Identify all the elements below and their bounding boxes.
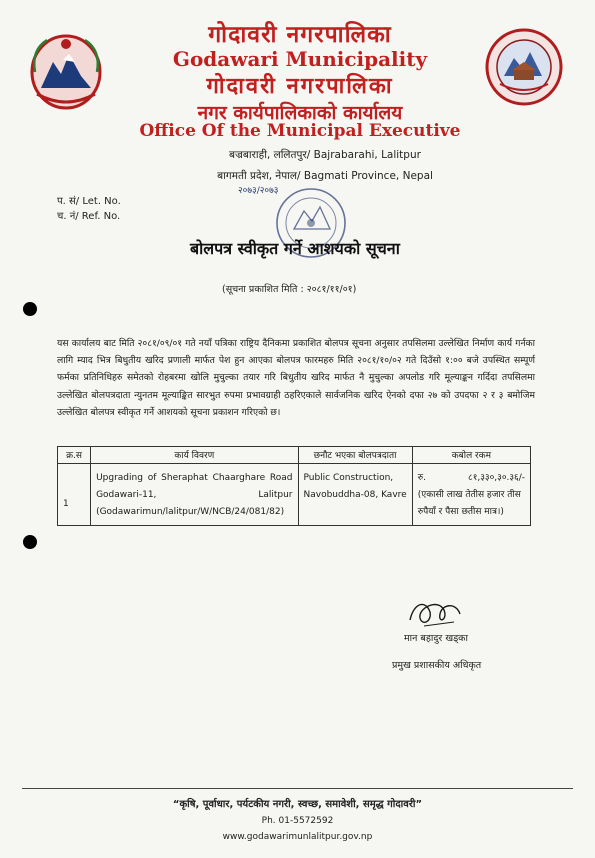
cell-sn: 1 — [58, 464, 91, 526]
office-name-nepali: नगर कार्यपालिकाको कार्यालय — [197, 102, 403, 124]
col-header-amount: कबोल रकम — [412, 447, 530, 464]
address-line-2: बागमती प्रदेश, नेपाल/ Bagmati Province, Nepal — [217, 170, 433, 182]
reference-number-label: च. नं/ Ref. No. — [57, 211, 121, 222]
footer-website: www.godawarimunlalitpur.gov.np — [222, 832, 373, 842]
punch-hole — [23, 535, 37, 549]
col-header-work: कार्य विवरण — [91, 447, 298, 464]
notice-title: बोलपत्र स्वीकृत गर्ने आशयको सूचना — [190, 239, 400, 258]
footer-slogan: “कृषि, पूर्वाधार, पर्यटकीय नगरी, स्वच्छ, समावेशी, समृद्ध गोदावरी” — [172, 799, 423, 810]
signature — [404, 596, 466, 632]
footer-phone: Ph. 01-5572592 — [261, 816, 334, 826]
signatory-name: मान बहादुर खड्का — [404, 633, 468, 644]
cell-work: Upgrading of Sheraphat Chaarghare Road Godawari-11, Lalitpur (Godawarimun/lalitpur/W/NCB/24/081/82) — [91, 464, 298, 526]
bid-table — [57, 446, 531, 526]
cell-bidder: Public Construction, Navobuddha-08, Kavre — [298, 464, 412, 526]
amount-words: (एकासी लाख तेतीस हजार तीस रुपैयाँ र पैसा छतीस मात्र।) — [417, 490, 521, 517]
stamp-date: २०७३/२०७३ — [238, 186, 279, 196]
col-header-bidder: छनौट भएका बोलपत्रदाता — [298, 447, 412, 464]
table-row — [58, 464, 531, 526]
municipality-name-english: Godawari Municipality — [172, 47, 428, 71]
signatory-title: प्रमुख प्रशासकीय अधिकृत — [392, 660, 482, 671]
municipality-seal-logo — [484, 24, 564, 110]
municipality-name-stylized: गोदावरी नगरपालिका — [206, 74, 394, 99]
letter-number-label: प. सं/ Let. No. — [57, 196, 121, 207]
footer-divider — [22, 788, 573, 789]
nepal-emblem-logo — [27, 30, 105, 112]
office-name-english: Office Of the Municipal Executive — [139, 121, 461, 141]
publication-date: (सूचना प्रकाशित मिति : २०८१/११/०१) — [222, 284, 357, 295]
amount-value: ८१,३३०,३०.३६/- — [468, 473, 525, 483]
notice-body: यस कार्यालय बाट मिति २०८१/०९/०१ गते नयाँ पत्रिका राष्ट्रिय दैनिकमा प्रकाशित बोलपत्र सूचना अनुसार तपसिलमा उल्लेखित निर्माण कार्य गर्नका लागि म्याद भित्र बिधुतीय खरिद प्रणाली मार्फत पेश हुन आएका बोलपत्र फारमहरु मिति २०८१/१०/०२ गते दिउँसो १:०० बजे उपस्थित सम्पूर्ण फर्मका प्रतिनिधिहरु समेतको रोहबरमा खोलि मुचुल्का तयार गरि बिधुतीय खरिद मार्फत नै मुचुल्का अपलोड गरि मूल्याङ्कन गर्दिदा तपसिलमा उल्लेखित बोलपत्रदाता न्युनतम मूल्याङ्कित सारभुत रुपमा प्रभावग्राही ठहरिएकाले सार्वजनिक खरिद ऐनको दफा २७ को उपदफा २ र ३ बमोजिम उल्लेखित बोलपत्र स्वीकृत गर्ने आशयको सूचना प्रकाशन गरिएको छ। — [57, 338, 535, 418]
address-line-1: बज्रबाराही, ललितपुर/ Bajrabarahi, Lalitpur — [229, 149, 421, 161]
municipality-name-nepali: गोदावरी नगरपालिका — [208, 22, 392, 48]
col-header-sn: क्र.स — [58, 447, 91, 464]
table-header-row — [58, 447, 531, 464]
cell-amount — [412, 464, 530, 526]
punch-hole — [23, 302, 37, 316]
amount-prefix: रु. — [417, 473, 426, 483]
